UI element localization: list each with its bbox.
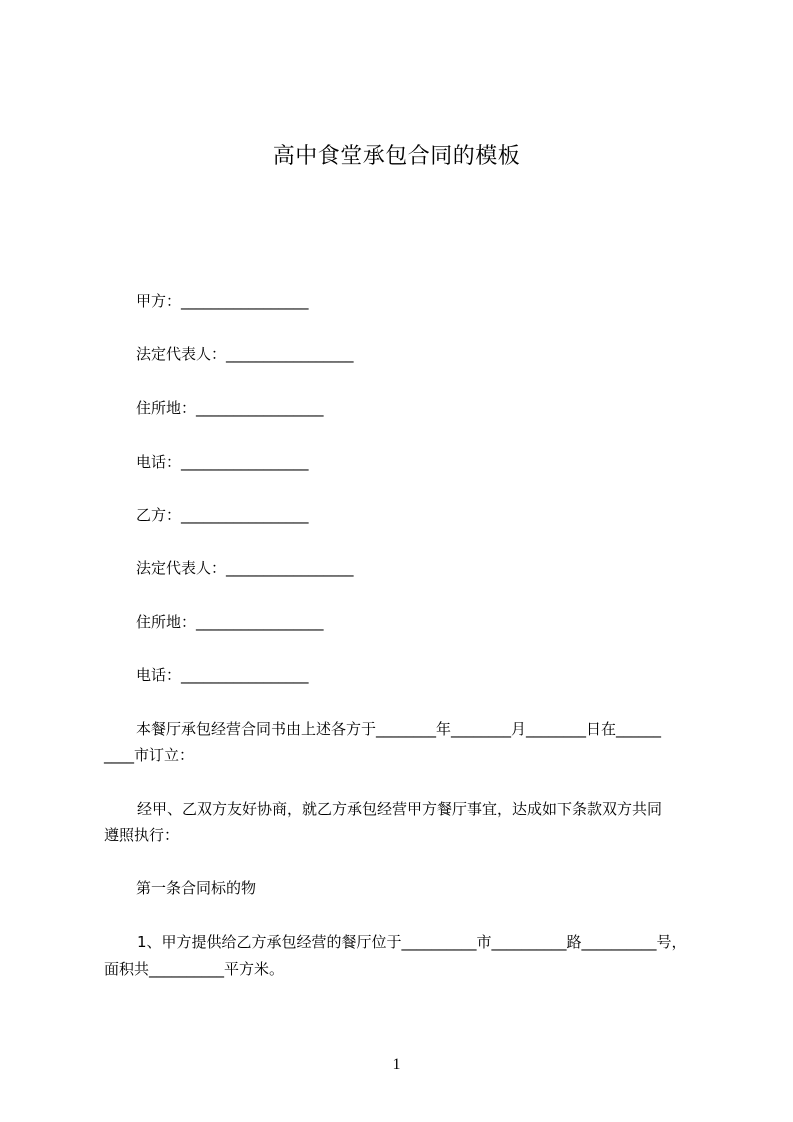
page-title: 高中食堂承包合同的模板 [272,144,521,169]
article-1-heading: 第一条合同标的物 [136,879,257,897]
signing-paragraph-line-1: 本餐厅承包经营合同书由上述各方于________年________月________日在______ [136,720,662,738]
party-a-phone-field: 电话：_________________ [136,453,309,471]
party-b-representative-field: 法定代表人：_________________ [136,559,354,577]
item-1-line-1: 1、甲方提供给乙方承包经营的餐厅位于__________市__________路__________号， [137,933,687,951]
page-number: 1 [392,1056,401,1073]
party-a-representative-field: 法定代表人：_________________ [136,345,354,363]
consultation-paragraph-line-1: 经甲、乙双方友好协商，就乙方承包经营甲方餐厅事宜，达成如下条款双方共同 [137,800,663,818]
party-a-field: 甲方：_________________ [136,292,309,310]
consultation-paragraph-line-2: 遵照执行： [104,826,180,844]
party-a-address-field: 住所地：_________________ [136,399,324,417]
party-b-field: 乙方：_________________ [136,506,309,524]
party-b-phone-field: 电话：_________________ [136,666,309,684]
item-1-line-2: 面积共__________平方米。 [104,960,285,978]
party-b-address-field: 住所地：_________________ [136,613,324,631]
signing-paragraph-line-2: ____市订立： [104,746,195,764]
